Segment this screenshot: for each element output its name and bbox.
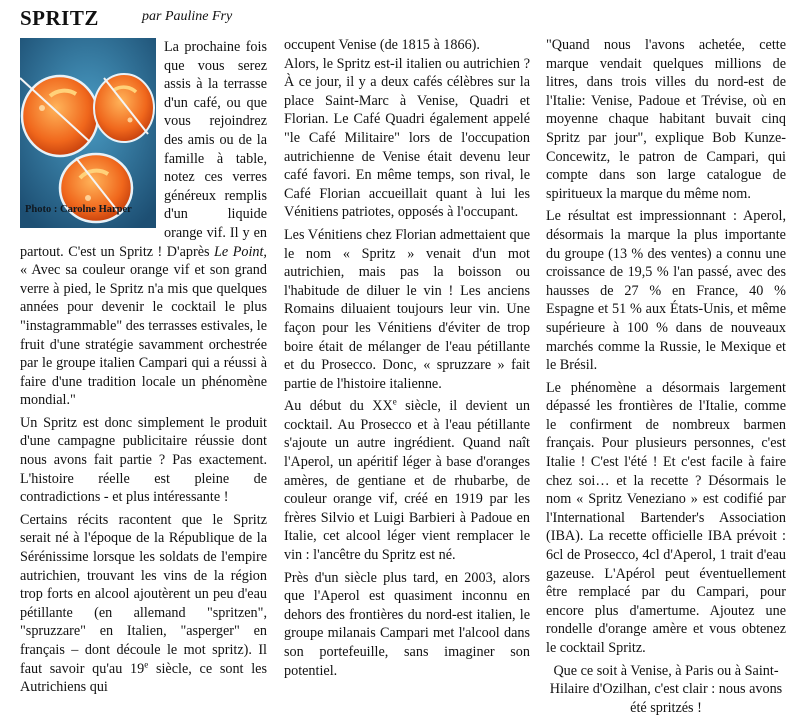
paragraph: Un Spritz est donc simplement le produit d'une campagne publicitaire réussie dont nous avons fait partie ? Pas exactement. L'histoire réelle est pleine de contradictions - et plus intéressante !	[20, 414, 267, 506]
text-run: « Avec sa couleur orange vif et son grand verre à pied, le Spritz n'a mis que quelques années pour devenir le cocktail le plus "instagrammable" des terrasses estivales, le fruit d'une stratégie savamment orchestrée par le groupe italien Campari qui a réussi à faire d'une tradition locale un phénomène mondial."	[20, 262, 267, 409]
column-3	[546, 36, 786, 721]
article-title: SPRITZ	[20, 6, 99, 30]
paragraph: "Quand nous l'avons achetée, cette marque vendait quelques millions de litres, dans trois villes du nord-est de l'Italie: Venise, Padoue et Trévise, où en moyenne chaque habitant buvait cinq Spritz par jour", explique Bob Kunze-Concewitz, le patron de Campari, qui compte dans son large catalogue de spiritueux la marque du même nom.	[546, 37, 786, 202]
paragraph	[284, 397, 530, 564]
text-run: siècle, il devient un cocktail. Au Prosecco et à l'eau pétillante s'ajoute un autre ingrédient. Quand naît l'Aperol, un apéritif léger à base d'oranges amères, de gentiane et de rhubarbe, de couleur orange vif, créé en 1919 par les frères Silvio et Luigi Barbieri à Padoue en Italie, cet alcool léger vient remplacer le vin : l'ancêtre du Spritz est né.	[284, 398, 530, 564]
article-byline: par Pauline Fry	[142, 9, 233, 24]
paragraph: Le phénomène a désormais largement dépassé les frontières de l'Italie, comme le confirment de nombreux barmen français. Pour plusieurs personnes, c'est Italie ! C'est l'été ! Et c'est facile à faire chez soi… et la recette ? Désormais le nom « Spritz Veneziano » est codifié par l'International Bartender's Association (IBA). La recette officielle IBA prévoit : 6cl de Prosecco, 4cl d'Aperol, 1 trait d'eau gazeuse. L'Apérol peut éventuellement être remplacé par du Campari, pour encore plus d'amertume. Ajoutez une rondelle d'orange amère et vous obtenez le cocktail Spritz.	[546, 379, 786, 656]
paragraph: Le résultat est impressionnant : Aperol, désormais la marque la plus importante du groupe (13 % des ventes) a connu une croissance de 19,5 % l'an passé, avec des hausses de 27 % en France, 40 % Espagne et 51 % aux États-Unis, et même supérieure à 100 % dans de nouveaux marchés comme la Russie, le Mexique et le Brésil.	[546, 208, 786, 374]
paragraph: Près d'un siècle plus tard, en 2003, alors que l'Aperol est quasiment inconnu en dehors des frontières du nord-est italien, le groupe milanais Campari met l'alcool dans son portefeuille, sans imaginer son potentiel.	[284, 569, 530, 679]
paragraph: Les Vénitiens chez Florian admettaient que le nom « Spritz » venait d'un mot autrichien, mais pas la boisson ou l'habitude de diluer le vin ! Les anciens Romains diluaient toujours leur vin. Une façon pour les Vénitiens d'éviter de trop boire était de mélanger de l'eau pétillante et du Prosecco. Donc, « spruzzare » fait partie de l'histoire italienne.	[284, 226, 530, 392]
text-run: Certains récits racontent que le Spritz serait né à l'époque de la République de la Sérénissime lorsque les soldats de l'empire autrichien, trouvant les vins de la région trop forts en alcool ajoutèrent un peu d'eau pétillante (en allemand "spritzen", "spruzzare" en Italien, "asperger" en français – dont découle le mot spritz). Il faut savoir qu'au 19	[20, 511, 267, 677]
paragraph: Alors, le Spritz est-il italien ou autrichien ? À ce jour, il y a deux cafés célèbres sur la place Saint-Marc à Venise, Quadri et Florian. Le Café Quadri également appelé "le Café Militaire" lors de l'occupation autrichienne de Venise était devenu leur café favori. En même temps, son rival, le Café Florian accueillait quant à lui les Vénitiens patriotes, opposés à l'occupant.	[284, 55, 530, 221]
text-run: siècle, ce sont les Autrichiens qui	[20, 660, 267, 696]
text-run: Au début du XX	[284, 398, 393, 415]
spritz-glasses-illustration	[20, 38, 156, 228]
source-citation: Le Point,	[214, 243, 267, 260]
paragraph	[20, 511, 267, 697]
paragraph: Que ce soit à Venise, à Paris ou à Saint-Hilaire d'Ozilhan, c'est clair : nous avons été spritzés !	[549, 662, 783, 716]
superscript: e	[392, 396, 397, 407]
paragraph: occupent Venise (de 1815 à 1866).	[284, 37, 480, 53]
column-1	[20, 38, 267, 701]
superscript: e	[144, 658, 149, 669]
spritz-photo	[20, 38, 156, 228]
photo-credit: Photo : Carolne Harper	[25, 204, 132, 216]
text-run: La prochaine fois que vous serez assis à la terrasse d'un café, ou que vous rejoindrez des amis ou de la famille à table, notez ces verres généreux remplis d'un liquide orange vif. Il y en partout. C'est un Spritz ! D'après	[20, 39, 267, 260]
column-2	[284, 36, 530, 684]
